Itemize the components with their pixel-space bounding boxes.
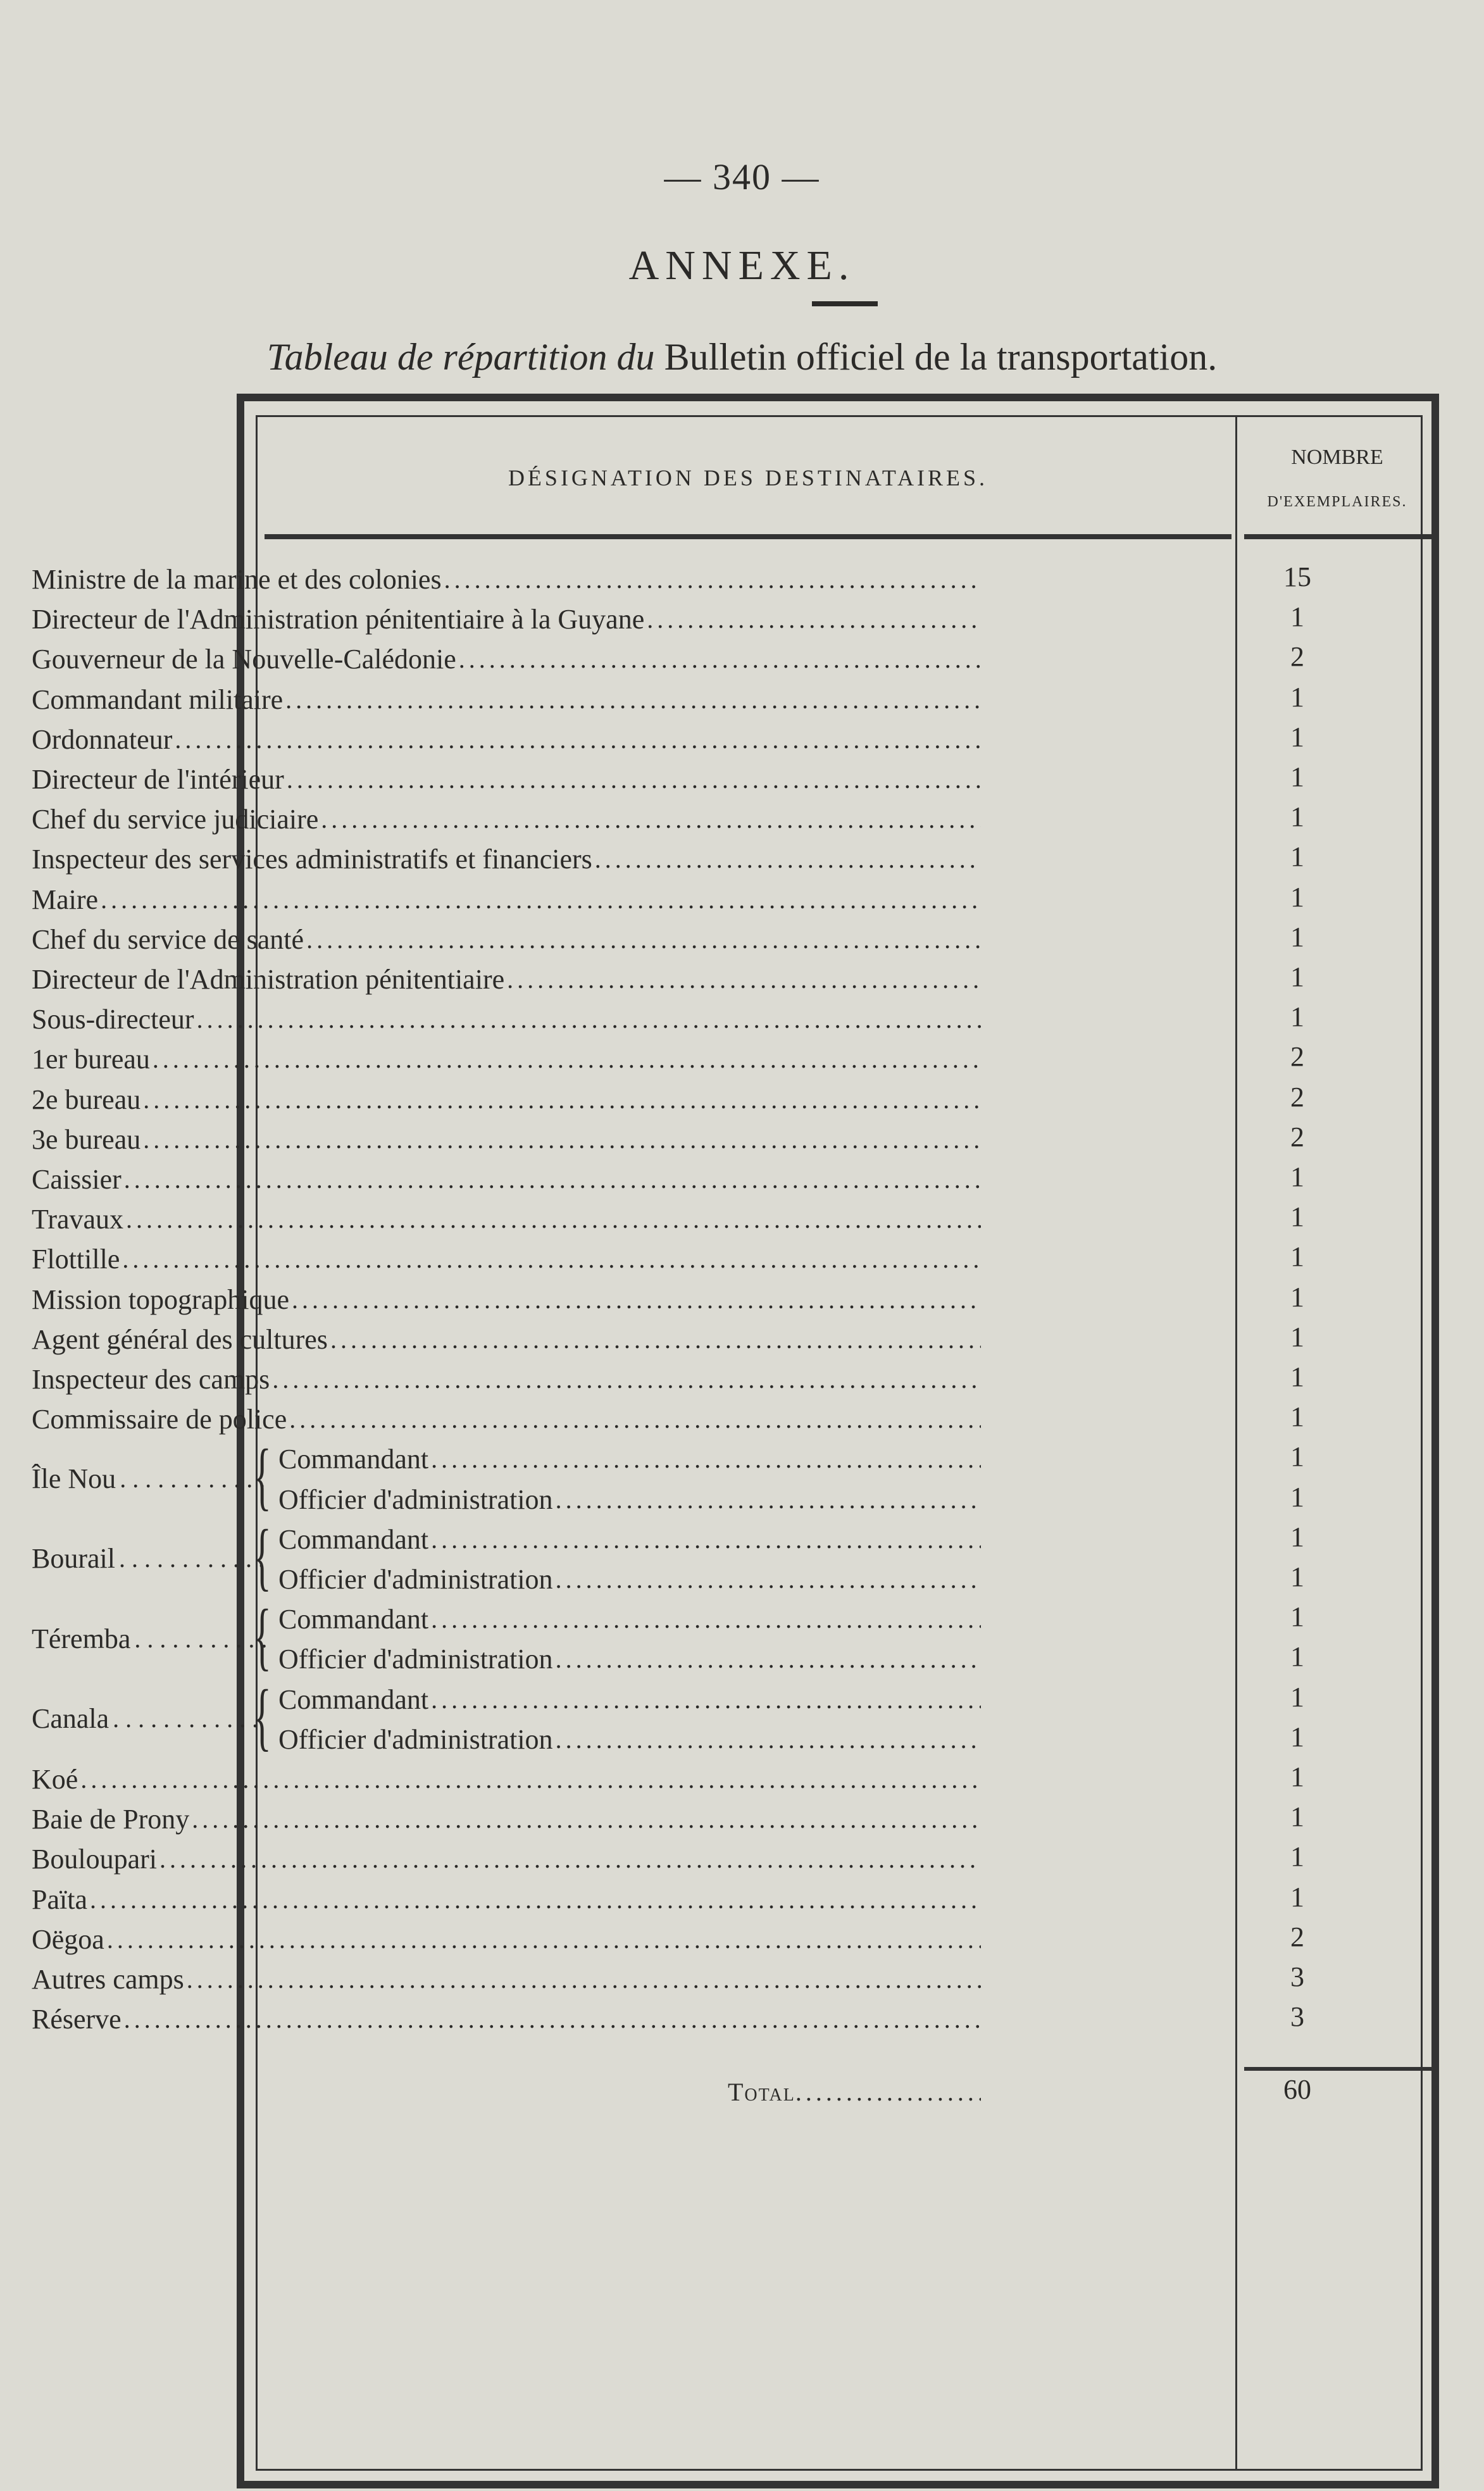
leader-dots xyxy=(287,761,981,799)
leader-dots xyxy=(306,921,981,959)
copies-value: 1 xyxy=(1290,601,1304,633)
recipient-label: Commissaire de police xyxy=(32,1404,287,1435)
copies-value: 1 xyxy=(1290,1441,1304,1473)
leader-dots xyxy=(321,801,981,839)
total-value: 60 xyxy=(1283,2074,1311,2105)
header-exemplaires: D'EXEMPLAIRES. xyxy=(1267,494,1407,510)
group-label xyxy=(32,1458,266,1499)
copies-value: 1 xyxy=(1290,1401,1304,1433)
table-row xyxy=(32,638,981,678)
brace-glyph: { xyxy=(253,1513,271,1598)
table-row xyxy=(32,1038,981,1078)
recipient-label: Bouloupari xyxy=(32,1844,157,1875)
table-row xyxy=(32,1958,981,1999)
leader-dots xyxy=(122,1240,981,1278)
sub-row xyxy=(278,1598,981,1639)
copies-value: 1 xyxy=(1290,1281,1304,1313)
recipient-label: Caissier xyxy=(32,1164,122,1195)
leader-dots xyxy=(143,1081,981,1119)
copies-value: 2 xyxy=(1290,1081,1304,1113)
leader-dots xyxy=(134,1624,266,1654)
table-row xyxy=(32,1758,981,1799)
leader-dots xyxy=(80,1761,981,1799)
leader-dots xyxy=(120,1464,266,1494)
leader-dots xyxy=(119,1544,266,1573)
copies-value: 1 xyxy=(1290,1641,1304,1673)
copies-value: 1 xyxy=(1290,961,1304,992)
table-row xyxy=(32,1358,981,1399)
recipient-label: Travaux xyxy=(32,1204,124,1235)
leader-dots xyxy=(556,1561,981,1599)
table-row xyxy=(32,998,981,1039)
annexe-title: ANNEXE. xyxy=(628,242,856,289)
sub-row xyxy=(278,1638,981,1678)
recipient-label: 1er bureau xyxy=(32,1044,150,1075)
copies-value: 1 xyxy=(1290,1561,1304,1592)
copies-value: 1 xyxy=(1290,1521,1304,1552)
recipient-label: 2e bureau xyxy=(32,1083,141,1115)
recipient-label: Directeur de l'Administration pénitentiaire xyxy=(32,964,505,995)
copies-value: 2 xyxy=(1290,1121,1304,1152)
header-rule-right xyxy=(1244,534,1434,539)
brace-glyph: { xyxy=(253,1594,271,1678)
leader-dots xyxy=(113,1704,266,1733)
sub-row xyxy=(278,1678,981,1719)
leader-dots xyxy=(647,601,981,639)
recipient-label: Chef du service de santé xyxy=(32,923,304,955)
table-row xyxy=(32,598,981,639)
copies-value: 1 xyxy=(1290,1601,1304,1633)
recipient-label: Koé xyxy=(32,1764,78,1795)
leader-dots xyxy=(153,1040,981,1078)
table-row xyxy=(32,1798,981,1839)
title-rule xyxy=(812,301,878,306)
copies-value: 1 xyxy=(1290,681,1304,713)
leader-dots xyxy=(595,840,981,878)
copies-value: 1 xyxy=(1290,761,1304,792)
leader-dots xyxy=(90,1881,981,1919)
copies-value: 1 xyxy=(1290,921,1304,952)
brace-glyph: { xyxy=(253,1673,271,1758)
table-row xyxy=(32,918,981,959)
recipient-label: Inspecteur des camps xyxy=(32,1364,270,1395)
table-row xyxy=(32,1398,981,1439)
caption-roman: Bulletin officiel de la transportation. xyxy=(664,336,1218,378)
leader-dots xyxy=(124,1161,981,1199)
leader-dots xyxy=(289,1401,981,1439)
copies-value: 1 xyxy=(1290,1201,1304,1233)
table-row xyxy=(32,1238,981,1278)
recipient-label: Flottille xyxy=(32,1244,120,1275)
table-row xyxy=(32,678,981,719)
copies-value: 1 xyxy=(1290,1721,1304,1752)
leader-dots xyxy=(272,1361,981,1399)
recipient-label: Mission topographique xyxy=(32,1283,289,1315)
leader-dots xyxy=(192,1801,981,1839)
copies-value: 1 xyxy=(1290,1161,1304,1192)
caption-italic: Tableau de répartition du xyxy=(266,336,655,378)
table-row xyxy=(32,758,981,799)
copies-value: 1 xyxy=(1290,1801,1304,1833)
leader-dots xyxy=(126,1201,981,1239)
recipient-label: Commandant xyxy=(278,1523,429,1555)
recipient-label: Chef du service judiciaire xyxy=(32,804,319,835)
group-label xyxy=(32,1618,266,1659)
recipient-label: Directeur de l'Administration pénitentiaire à la Guyane xyxy=(32,604,645,635)
copies-value: 1 xyxy=(1290,1481,1304,1513)
recipient-label: Réserve xyxy=(32,2004,122,2035)
leader-dots xyxy=(292,1281,981,1319)
leader-dots xyxy=(556,1721,981,1759)
leader-dots xyxy=(431,1681,981,1719)
sub-row xyxy=(278,1478,981,1519)
recipient-label: Officier d'administration xyxy=(278,1564,553,1595)
copies-value: 1 xyxy=(1290,721,1304,752)
total-label: Total xyxy=(728,2078,795,2106)
table-row xyxy=(32,1318,981,1359)
table-row xyxy=(32,1918,981,1959)
recipient-label: Officier d'administration xyxy=(278,1723,553,1755)
copies-value: 1 xyxy=(1290,1361,1304,1392)
recipient-label: Ministre de la marine et des colonies xyxy=(32,564,442,595)
recipient-label: Oëgoa xyxy=(32,1923,104,1955)
recipient-label: Maire xyxy=(32,883,99,915)
sub-row xyxy=(278,1558,981,1599)
header-nombre: NOMBRE xyxy=(1291,446,1383,469)
recipient-label: Officier d'administration xyxy=(278,1483,553,1515)
copies-value: 1 xyxy=(1290,1841,1304,1873)
recipient-label: Autres camps xyxy=(32,1964,184,1995)
leader-dots xyxy=(107,1921,981,1959)
table-row xyxy=(32,1838,981,1878)
column-divider xyxy=(1235,415,1237,2471)
leader-dots xyxy=(124,2001,981,2038)
header-designation: DÉSIGNATION DES DESTINATAIRES. xyxy=(508,465,988,490)
copies-value: 3 xyxy=(1290,2001,1304,2033)
copies-value: 1 xyxy=(1290,881,1304,913)
recipient-label: Gouverneur de la Nouvelle-Calédonie xyxy=(32,644,456,675)
leader-dots xyxy=(101,881,981,919)
leader-dots xyxy=(175,721,981,759)
header-rule-left xyxy=(265,534,1231,539)
group-label xyxy=(32,1539,266,1579)
group-name: Canala xyxy=(32,1703,109,1735)
copies-value: 1 xyxy=(1290,1321,1304,1352)
leader-dots xyxy=(795,2073,981,2111)
recipient-label: Commandant xyxy=(278,1604,429,1635)
table-row xyxy=(32,1078,981,1119)
table-row xyxy=(32,798,981,839)
recipient-label: Inspecteur des services administratifs et financiers xyxy=(32,844,592,875)
leader-dots xyxy=(459,640,981,678)
table-row xyxy=(32,878,981,919)
copies-value: 1 xyxy=(1290,1001,1304,1033)
table-row xyxy=(32,1998,981,2038)
sub-row xyxy=(278,1718,981,1759)
sub-row xyxy=(278,1518,981,1559)
recipient-label: Sous-directeur xyxy=(32,1004,194,1035)
leader-dots xyxy=(330,1321,981,1359)
leader-dots xyxy=(507,961,981,999)
copies-value: 1 xyxy=(1290,1241,1304,1273)
copies-value: 1 xyxy=(1290,1681,1304,1713)
group-label xyxy=(32,1699,266,1739)
group-name: Bourail xyxy=(32,1543,115,1575)
leader-dots xyxy=(431,1440,981,1478)
table-row xyxy=(32,1278,981,1319)
table-row xyxy=(32,1158,981,1199)
copies-value: 1 xyxy=(1290,1881,1304,1913)
table-row xyxy=(32,1118,981,1159)
copies-value: 1 xyxy=(1290,801,1304,833)
table-row xyxy=(32,838,981,878)
copies-value: 3 xyxy=(1290,1961,1304,1992)
leader-dots xyxy=(143,1121,981,1159)
recipient-label: Agent général des cultures xyxy=(32,1323,328,1355)
recipient-label: Commandant xyxy=(278,1683,429,1715)
table-row xyxy=(32,1878,981,1919)
table-row xyxy=(32,718,981,759)
copies-value: 1 xyxy=(1290,841,1304,873)
group-name: Téremba xyxy=(32,1623,131,1654)
leader-dots xyxy=(187,1961,981,1999)
copies-value: 2 xyxy=(1290,1041,1304,1073)
leader-dots xyxy=(159,1840,981,1878)
copies-value: 15 xyxy=(1283,561,1311,592)
leader-dots xyxy=(285,681,981,719)
leader-dots xyxy=(431,1521,981,1559)
page-number: — 340 — xyxy=(664,156,820,197)
recipient-label: Païta xyxy=(32,1883,87,1915)
recipient-label: Officier d'administration xyxy=(278,1644,553,1675)
recipient-label: Commandant militaire xyxy=(32,684,284,715)
table-row xyxy=(32,958,981,999)
group-name: Île Nou xyxy=(32,1463,116,1494)
brace-glyph: { xyxy=(253,1433,271,1518)
leader-dots xyxy=(197,1001,981,1039)
table-row xyxy=(32,558,981,599)
copies-value: 2 xyxy=(1290,1921,1304,1952)
table-row xyxy=(32,1198,981,1239)
recipient-label: Directeur de l'intérieur xyxy=(32,764,284,795)
sub-row xyxy=(278,1438,981,1478)
leader-dots xyxy=(556,1481,981,1519)
total-row xyxy=(728,2071,981,2111)
copies-value: 2 xyxy=(1290,641,1304,673)
recipient-label: Baie de Prony xyxy=(32,1804,190,1835)
leader-dots xyxy=(444,561,981,599)
copies-value: 1 xyxy=(1290,1761,1304,1792)
leader-dots xyxy=(556,1640,981,1678)
leader-dots xyxy=(431,1601,981,1639)
recipient-label: Commandant xyxy=(278,1444,429,1475)
recipient-label: Ordonnateur xyxy=(32,723,173,755)
table-caption xyxy=(0,335,1484,379)
recipient-label: 3e bureau xyxy=(32,1123,141,1155)
